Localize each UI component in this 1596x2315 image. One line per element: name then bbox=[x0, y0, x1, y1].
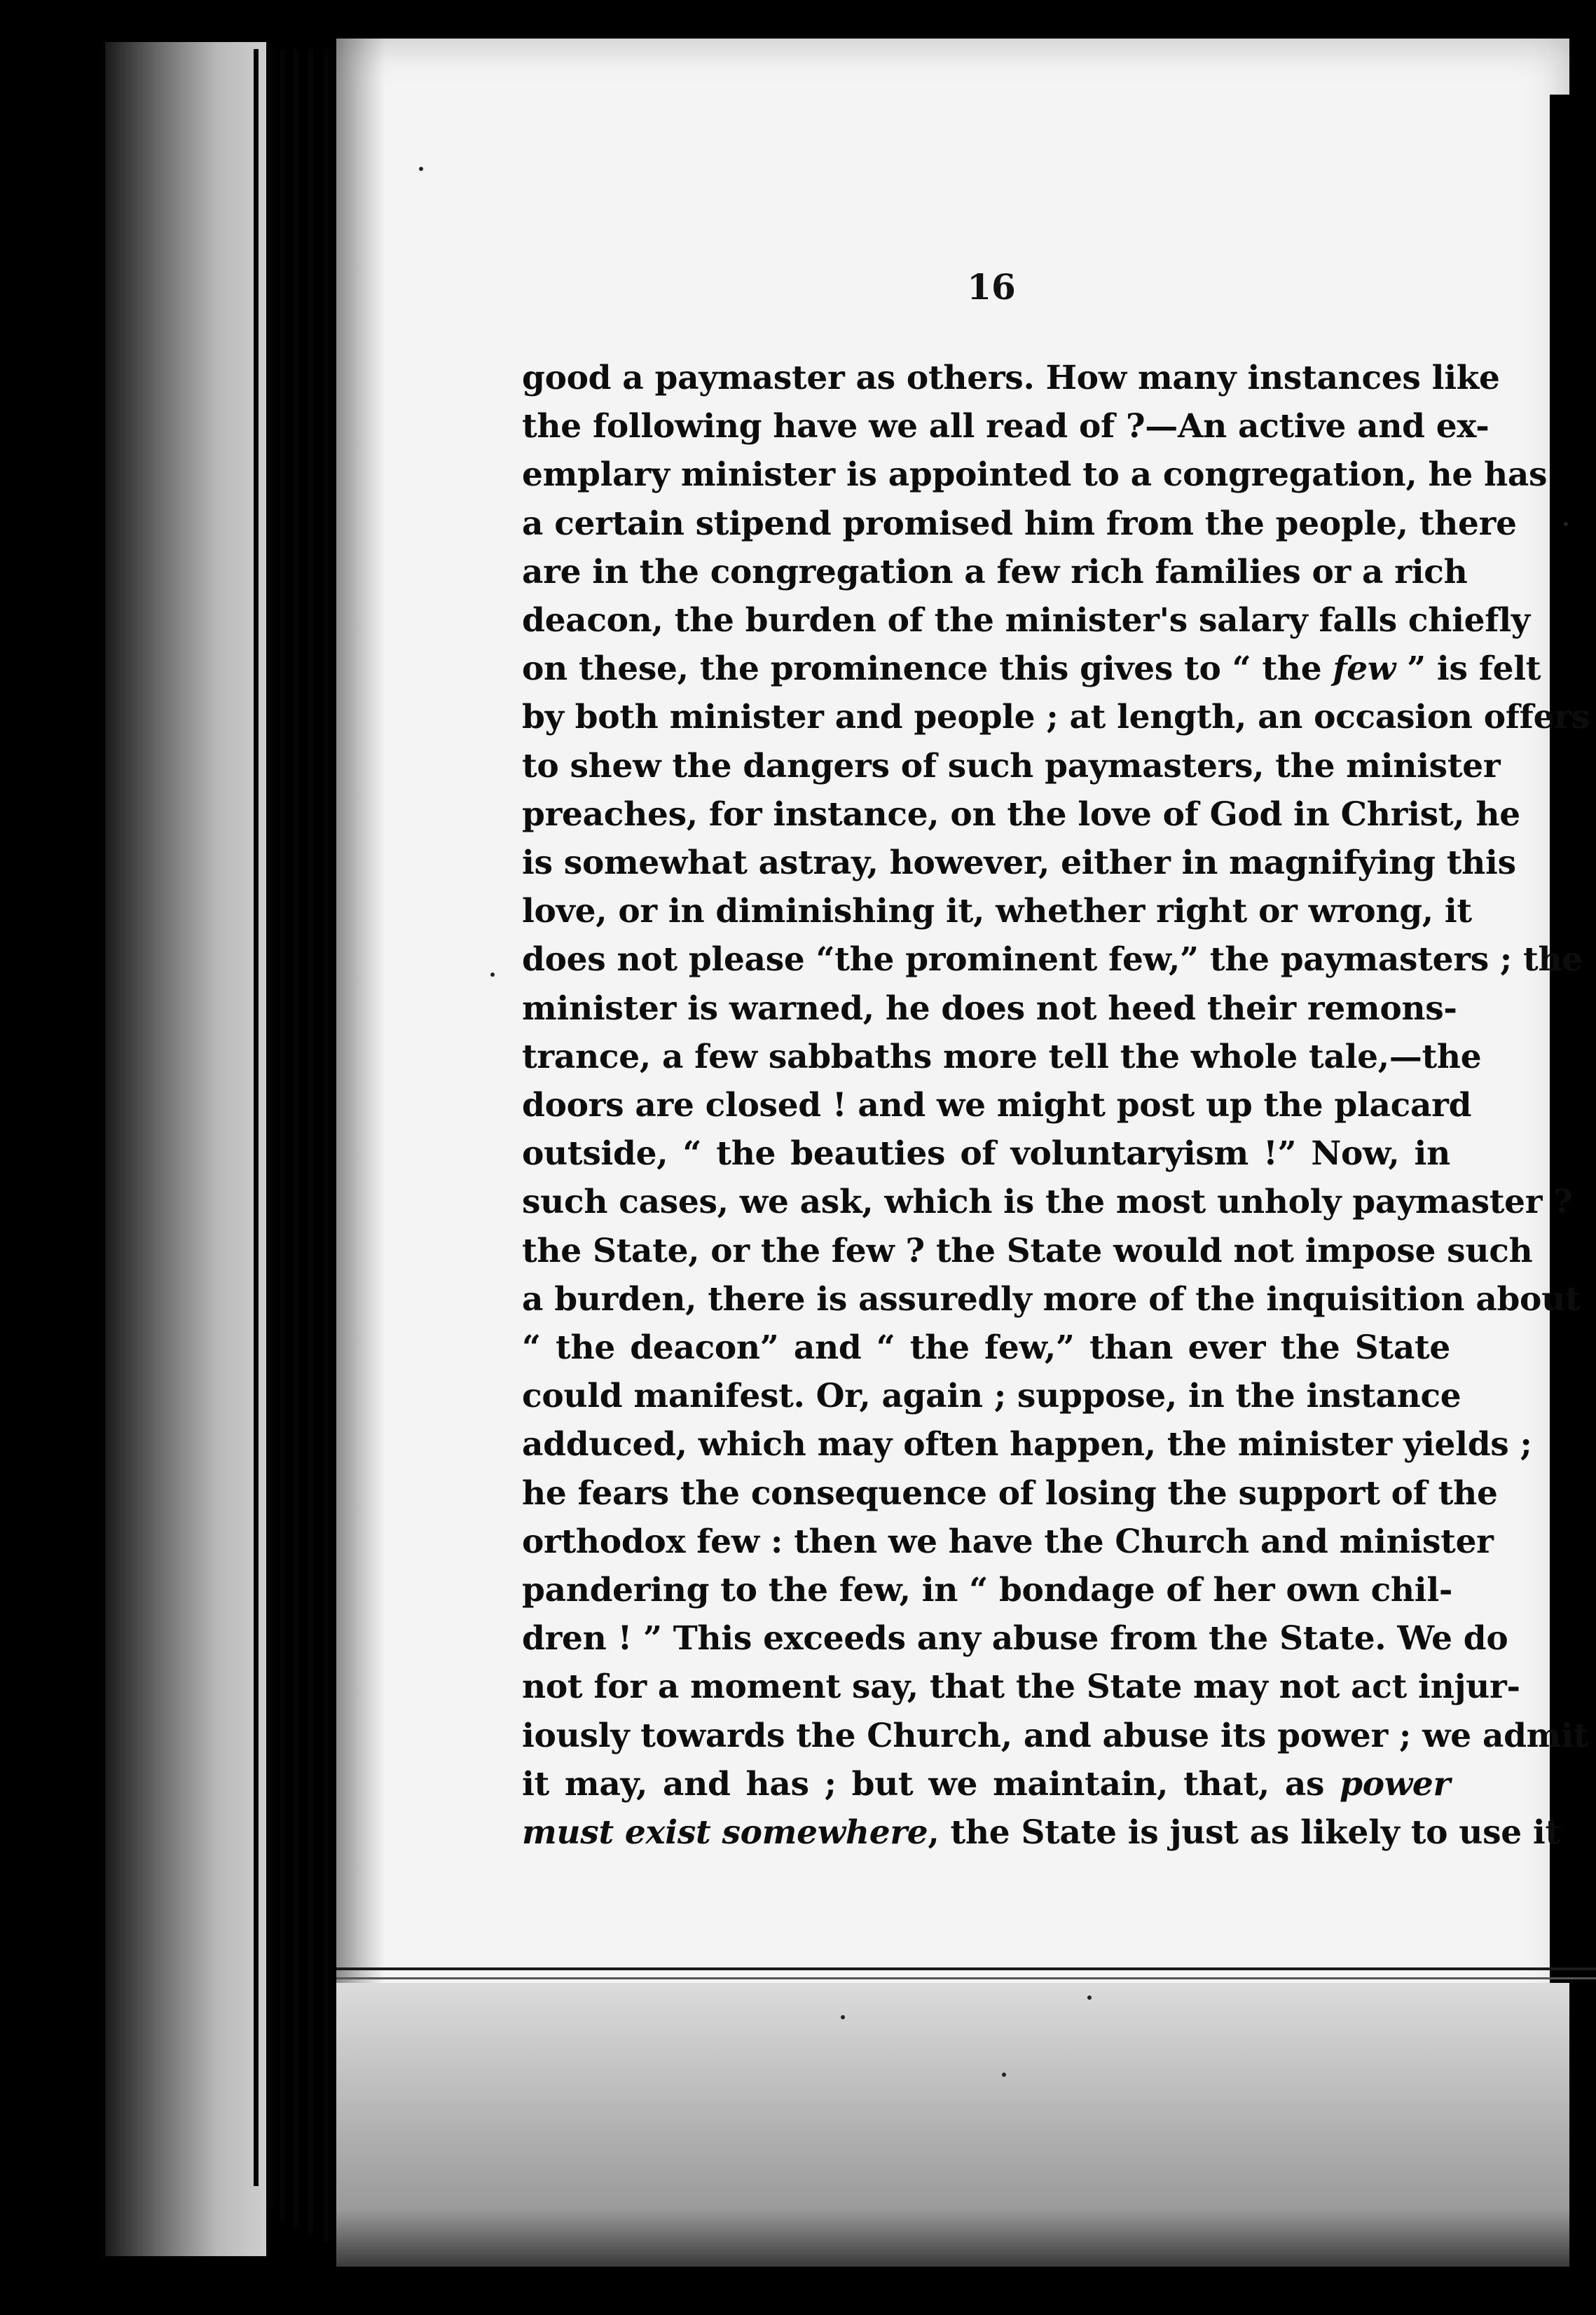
text-segment: doors are closed ! and we might post up the placard bbox=[522, 1086, 1472, 1125]
text-line bbox=[522, 1420, 1532, 1469]
text-segment: the following have we all read of ?—An active and ex- bbox=[522, 407, 1490, 446]
text-segment: he fears the consequence of losing the support of the bbox=[522, 1474, 1498, 1513]
text-segment: orthodox few : then we have the Church and minister bbox=[522, 1522, 1494, 1561]
page-edge-line bbox=[293, 49, 298, 2228]
text-segment: deacon, the burden of the minister's salary falls chiefly bbox=[522, 601, 1530, 640]
text-line bbox=[522, 984, 1457, 1033]
ink-speck bbox=[1087, 1995, 1092, 2000]
page-number: 16 bbox=[967, 266, 1016, 308]
bottom-rule bbox=[336, 1977, 1596, 1979]
text-line bbox=[522, 1033, 1482, 1081]
text-segment: could manifest. Or, again ; suppose, in the instance bbox=[522, 1377, 1461, 1416]
text-segment: preaches, for instance, on the love of God in Christ, he bbox=[522, 795, 1520, 834]
text-segment: the State, or the few ? the State would not impose such bbox=[522, 1231, 1533, 1270]
italic-text-segment: power bbox=[1340, 1764, 1450, 1804]
text-segment: , the State is just as likely to use it bbox=[928, 1813, 1560, 1853]
text-segment: not for a moment say, that the State may not act injur- bbox=[522, 1668, 1520, 1707]
text-segment: dren ! ” This exceeds any abuse from the State. We do bbox=[522, 1619, 1508, 1658]
text-segment: by both minister and people ; at length, an occasion offers bbox=[522, 698, 1590, 737]
text-line bbox=[522, 1324, 1450, 1372]
text-line bbox=[522, 1663, 1520, 1711]
bottom-margin-shadow bbox=[336, 1983, 1569, 2267]
ink-speck bbox=[419, 167, 423, 171]
text-segment: “ the deacon” and “ the few,” than ever the State bbox=[522, 1328, 1450, 1368]
text-line bbox=[522, 839, 1516, 887]
text-line bbox=[522, 354, 1500, 402]
text-line bbox=[522, 1178, 1573, 1226]
text-line bbox=[522, 1129, 1450, 1178]
italic-text-segment: few bbox=[1333, 650, 1396, 689]
text-line bbox=[522, 693, 1590, 741]
text-segment: outside, “ the beauties of voluntaryism !” Now, in bbox=[522, 1134, 1450, 1174]
text-segment: a certain stipend promised him from the people, there bbox=[522, 504, 1517, 543]
text-line bbox=[522, 402, 1490, 451]
text-line bbox=[522, 887, 1472, 935]
text-segment: trance, a few sabbaths more tell the whole tale,—the bbox=[522, 1037, 1482, 1076]
text-line bbox=[522, 1372, 1461, 1420]
text-segment: such cases, we ask, which is the most unholy paymaster ? bbox=[522, 1183, 1573, 1222]
text-segment: does not please “the prominent few,” the paymasters ; the bbox=[522, 940, 1583, 980]
text-segment: good a paymaster as others. How many instances like bbox=[522, 359, 1500, 397]
page-edge-line bbox=[254, 49, 259, 2186]
text-segment: love, or in diminishing it, whether right or wrong, it bbox=[522, 892, 1472, 931]
page-edge-line bbox=[268, 49, 273, 2207]
text-line bbox=[522, 742, 1501, 790]
text-line bbox=[522, 1081, 1472, 1129]
ink-speck bbox=[490, 973, 495, 977]
italic-text-segment: must exist somewhere bbox=[522, 1813, 928, 1853]
ink-speck bbox=[1564, 522, 1568, 526]
text-line bbox=[522, 1760, 1450, 1808]
bottom-rule bbox=[336, 1967, 1596, 1970]
text-line bbox=[522, 1808, 1560, 1857]
text-segment: emplary minister is appointed to a congregation, he has bbox=[522, 455, 1548, 495]
text-line bbox=[522, 451, 1548, 499]
text-line bbox=[522, 548, 1468, 596]
page-edge-line bbox=[280, 49, 285, 2221]
body-text bbox=[522, 354, 1590, 1857]
text-line bbox=[522, 1469, 1498, 1518]
text-line bbox=[522, 645, 1541, 693]
left-margin-shadow bbox=[105, 42, 266, 2256]
text-segment: a burden, there is assuredly more of the inquisition about bbox=[522, 1279, 1581, 1319]
text-segment: on these, the prominence this gives to “ the bbox=[522, 650, 1333, 689]
text-segment: iously towards the Church, and abuse its power ; we admit bbox=[522, 1716, 1589, 1755]
text-segment: adduced, which may often happen, the minister yields ; bbox=[522, 1425, 1532, 1464]
ink-speck bbox=[1002, 2073, 1006, 2077]
text-line bbox=[522, 1712, 1589, 1760]
text-segment: are in the congregation a few rich families or a rich bbox=[522, 552, 1468, 591]
text-segment: minister is warned, he does not heed their remons- bbox=[522, 989, 1457, 1028]
text-segment: it may, and has ; but we maintain, that, as bbox=[522, 1764, 1340, 1804]
text-segment: to shew the dangers of such paymasters, the minister bbox=[522, 746, 1501, 785]
text-segment: pandering to the few, in “ bondage of her own chil- bbox=[522, 1571, 1453, 1610]
ink-speck bbox=[841, 2015, 845, 2019]
text-line bbox=[522, 1275, 1581, 1324]
text-line bbox=[522, 1566, 1453, 1614]
page-edge-line bbox=[324, 49, 329, 2242]
text-line bbox=[522, 1227, 1533, 1275]
text-segment: ” is felt bbox=[1396, 650, 1541, 689]
text-line bbox=[522, 596, 1530, 645]
text-line bbox=[522, 790, 1520, 839]
text-line bbox=[522, 1614, 1508, 1663]
text-line bbox=[522, 1518, 1494, 1566]
text-line bbox=[522, 935, 1583, 984]
page-edge-line bbox=[308, 49, 313, 2235]
text-line bbox=[522, 500, 1517, 548]
text-segment: is somewhat astray, however, either in magnifying this bbox=[522, 844, 1516, 883]
